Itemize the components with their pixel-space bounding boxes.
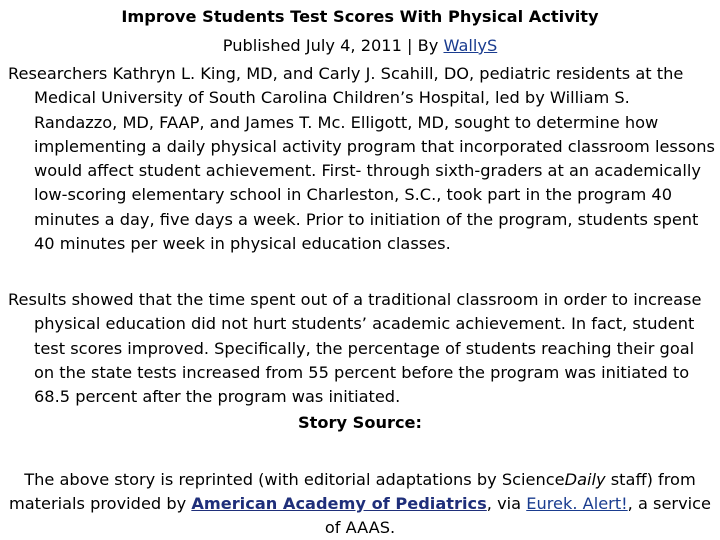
paragraph-intro (8, 62, 715, 256)
article-title: Improve Students Test Scores With Physical Activity (121, 7, 599, 26)
paragraph-line: 40 minutes per week in physical education classes. (34, 234, 451, 254)
paragraph-line: 68.5 percent after the program was initiated. (34, 387, 401, 407)
paragraph-line: on the state tests increased from 55 percent before the program was initiated to (34, 362, 690, 382)
attribution-text: The above story is reprinted (with editorial adaptations by Science (24, 470, 565, 489)
story-source-heading: Story Source: (297, 413, 423, 432)
paragraph-line: would affect student achievement. First- through sixth-graders at an academically (34, 161, 701, 181)
attribution (0, 468, 720, 540)
byline (0, 35, 720, 57)
attribution-line-2 (0, 492, 720, 516)
author-link[interactable]: WallyS (443, 36, 498, 55)
attribution-line-1 (0, 468, 720, 492)
paragraph-line: Researchers Kathryn L. King, MD, and Carly J. Scahill, DO, pediatric residents at the (8, 64, 684, 83)
paragraph-line: minutes a day, five days a week. Prior to initiation of the program, students spent (34, 209, 699, 229)
provider-link[interactable]: American Academy of Pediatrics (191, 494, 487, 513)
attribution-text: materials provided by (8, 494, 192, 513)
published-date: Published July 4, 2011 | By (222, 36, 439, 55)
brand-name: Daily (564, 470, 606, 489)
paragraph-line: test scores improved. Specifically, the percentage of students reaching their goal (34, 338, 695, 358)
paragraph-line: Results showed that the time spent out of a traditional classroom in order to increase (8, 290, 702, 309)
attribution-text: staff) from (605, 470, 696, 489)
paragraph-line: low-scoring elementary school in Charleston, S.C., took part in the program 40 (34, 185, 673, 205)
paragraph-line: Randazzo, MD, FAAP, and James T. Mc. Elligott, MD, sought to determine how (34, 112, 659, 132)
attribution-text: , via (486, 494, 527, 513)
attribution-text: , a service (627, 494, 712, 513)
paragraph-line: Medical University of South Carolina Children’s Hospital, led by William S. (34, 88, 630, 108)
attribution-line-3: of AAAS. (324, 518, 396, 537)
story-source-label (0, 412, 720, 434)
paragraph-line: physical education did not hurt students’ academic achievement. In fact, student (34, 314, 695, 334)
paragraph-results (8, 288, 712, 409)
eurekalert-link[interactable]: Eurek. Alert! (526, 494, 628, 513)
paragraph-line: implementing a daily physical activity program that incorporated classroom lessons (34, 136, 715, 156)
